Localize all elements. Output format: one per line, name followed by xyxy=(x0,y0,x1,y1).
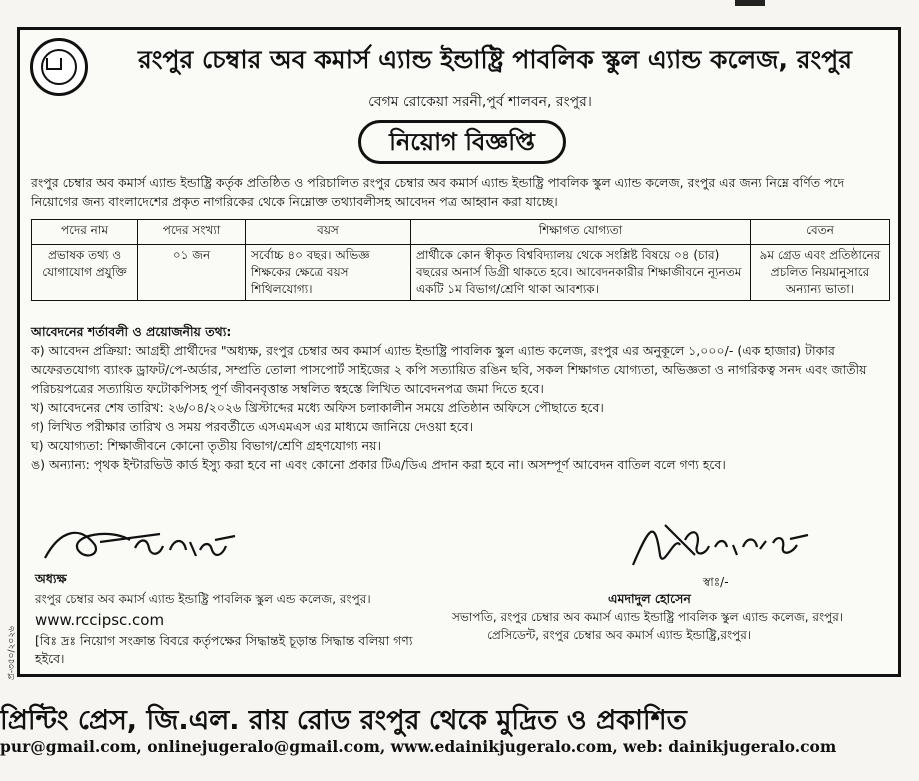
principal-organization: রংপুর চেম্বার অব কমার্স এ্যান্ড ইন্ডাষ্ট্রি পাবলিক স্কুল এন্ড কলেজ, রংপুর। xyxy=(35,592,371,606)
principal-signature-icon xyxy=(40,520,250,570)
header-qualification: শিক্ষাগত যোগ্যতা xyxy=(411,220,751,245)
table-header-row xyxy=(32,220,890,245)
president-designation-chamber: প্রেসিডেন্ট, রংপুর চেম্বার অব কমার্স এ্যান্ড ইন্ডাষ্ট্রি,রংপুর। xyxy=(487,628,752,642)
condition-item: খ) আবেদনের শেষ তারিখ: ২৬/০৪/২০২৬ খ্রিস্টাব্দের মধ্যে অফিস চলাকালীন সময়ে প্রতিষ্ঠান অফিসে পৌছাতে হবে। xyxy=(31,400,604,415)
top-edge-mark xyxy=(735,0,765,6)
president-designation-school: সভাপতি, রংপুর চেম্বার অব কমার্স এ্যান্ড ইন্ডাষ্ট্রি পাবলিক স্কুল এ্যান্ড কলেজ, রংপুর। xyxy=(452,610,844,624)
header-age: বয়স xyxy=(246,220,411,245)
vacancy-table xyxy=(31,219,890,301)
logo-book-icon xyxy=(46,58,62,70)
institution-address: বেগম রোকেয়া সরনী,পুর্ব শালবন, রংপুর। xyxy=(368,94,592,110)
school-logo-icon xyxy=(30,38,88,96)
president-signature-icon xyxy=(625,515,815,573)
school-website: www.rccipsc.com xyxy=(35,611,165,629)
authority-footnote: [বিঃ দ্রঃ নিয়োগ সংক্রান্ত বিবরে কর্তৃপক্ষের সিদ্ধান্তই চূড়ান্ত সিদ্ধান্ত বলিয়া গণ্য হইবে। xyxy=(35,633,413,666)
condition-item: ঘ) অযোগ্যতা: শিক্ষাজীবনে কোনো তৃতীয় বিভাগ/শ্রেণি গ্রহণযোগ্য নয়। xyxy=(31,438,381,453)
header-post: পদের নাম xyxy=(32,220,138,245)
president-name: এমদাদুল হোসেন xyxy=(608,591,691,606)
press-imprint: প্রিন্টিং প্রেস, জি.এল. রায় রোড রংপুর থেকে মুদ্রিত ও প্রকাশিত xyxy=(0,705,687,736)
signed-label: স্বাঃ/- xyxy=(703,575,729,589)
condition-item: ঙ) অন্যান্য: পৃথক ইন্টারভিউ কার্ড ইস্যু করা হবে না এবং কোনো প্রকার টিএ/ডিএ প্রদান করা হবে না। অসম্পূর্ণ আবেদন বাতিল বলে গণ্য হবে। xyxy=(31,457,726,472)
condition-item: ক) আবেদন প্রক্রিয়া: আগ্রহী প্রার্থীদের "অধ্যক্ষ, রংপুর চেম্বার অব কমার্স এ্যান্ড ইন্ডাষ্ট্রি পাবলিক স্কুল এ্যান্ড কলেজ, রংপুর এর অনুকূলে ১,০০০/- (এক হাজার) টাকার অফেরতযোগ্য ব্যাংক ড্রাফট/পে-অর্ডার, সম্প্রতি তোলা পাসপোর্ট সাইজের ২ কপি সত্যায়িত রঙিন ছবি, সকল শিক্ষাগত যোগ্যতা, অভিজ্ঞতা ও নাগরিকত্ব সনদ এবং জাতীয় পরিচয়পত্রের সত্যায়িত ফটোকপিসহ পূর্ণ জীবনবৃত্তান্ত সম্বলিত স্বহস্তে লিখিত আবেদনপত্র জমা দিতে হবে। xyxy=(31,343,867,396)
cell-salary: ৯ম গ্রেড এবং প্রতিষ্ঠানের প্রচলিত নিয়মানুসারে অন্যান্য ভাতা। xyxy=(751,245,890,301)
intro-paragraph: রংপুর চেম্বার অব কমার্স এ্যান্ড ইন্ডাষ্ট্রি কর্তৃক প্রতিষ্ঠিত ও পরিচালিত রংপুর চেম্বার অব কমার্স এ্যান্ড ইন্ডাষ্ট্রি পাবলিক স্কুল এ্যান্ড কলেজ, রংপুর এর জন্য নিম্নে বর্ণিত পদে নিয়োগের জন্য বাংলাদেশের প্রকৃত নাগরিকের থেকে নিম্নোক্ত তথ্যাবলীসহ আবেদন পত্র আহ্বান করা যাচ্ছে। xyxy=(31,175,845,209)
institution-title: রংপুর চেম্বার অব কমার্স এ্যান্ড ইন্ডাষ্ট্রি পাবলিক স্কুল এ্যান্ড কলেজ, রংপুর xyxy=(138,45,852,74)
principal-title: অধ্যক্ষ xyxy=(35,571,67,586)
cell-count: ০১ জন xyxy=(138,245,246,301)
side-reference-number: প্র-৩৫০/২০২৬ xyxy=(7,626,17,680)
cell-post: প্রভাষক তথ্য ও যোগাযোগ প্রযুক্তি xyxy=(32,245,138,301)
contact-emails: pur@gmail.com, onlinejugeralo@gmail.com, www.edainikjugeralo.com, web: dainikjugeralo.com xyxy=(0,737,837,756)
table-row xyxy=(32,245,890,301)
conditions-heading: আবেদনের শর্তাবলী ও প্রয়োজনীয় তথ্য: xyxy=(31,324,232,339)
cell-qualification: প্রার্থীকে কোন স্বীকৃত বিশ্ববিদ্যালয় থেকে সংশ্লিষ্ট বিষয়ে ০৪ (চার) বছরের অনার্স ডিগ্রী থাকতে হবে। আবেদনকারীর শিক্ষাজীবনে ন্যূনতম একটি ১ম বিভাগ/শ্রেণি থাকা আবশ্যক। xyxy=(411,245,751,301)
notice-title: নিয়োগ বিজ্ঞপ্তি xyxy=(358,120,566,164)
header-count: পদের সংখ্যা xyxy=(138,220,246,245)
conditions-section xyxy=(31,322,893,474)
cell-age: সর্বোচ্চ ৪০ বছর। অভিজ্ঞ শিক্ষকের ক্ষেত্রে বয়স শিথিলযোগ্য। xyxy=(246,245,411,301)
condition-item: গ) লিখিত পরীক্ষার তারিখ ও সময় পরবর্তীতে এসএমএস এর মাধ্যমে জানিয়ে দেওয়া হবে। xyxy=(31,419,474,434)
header-salary: বেতন xyxy=(751,220,890,245)
